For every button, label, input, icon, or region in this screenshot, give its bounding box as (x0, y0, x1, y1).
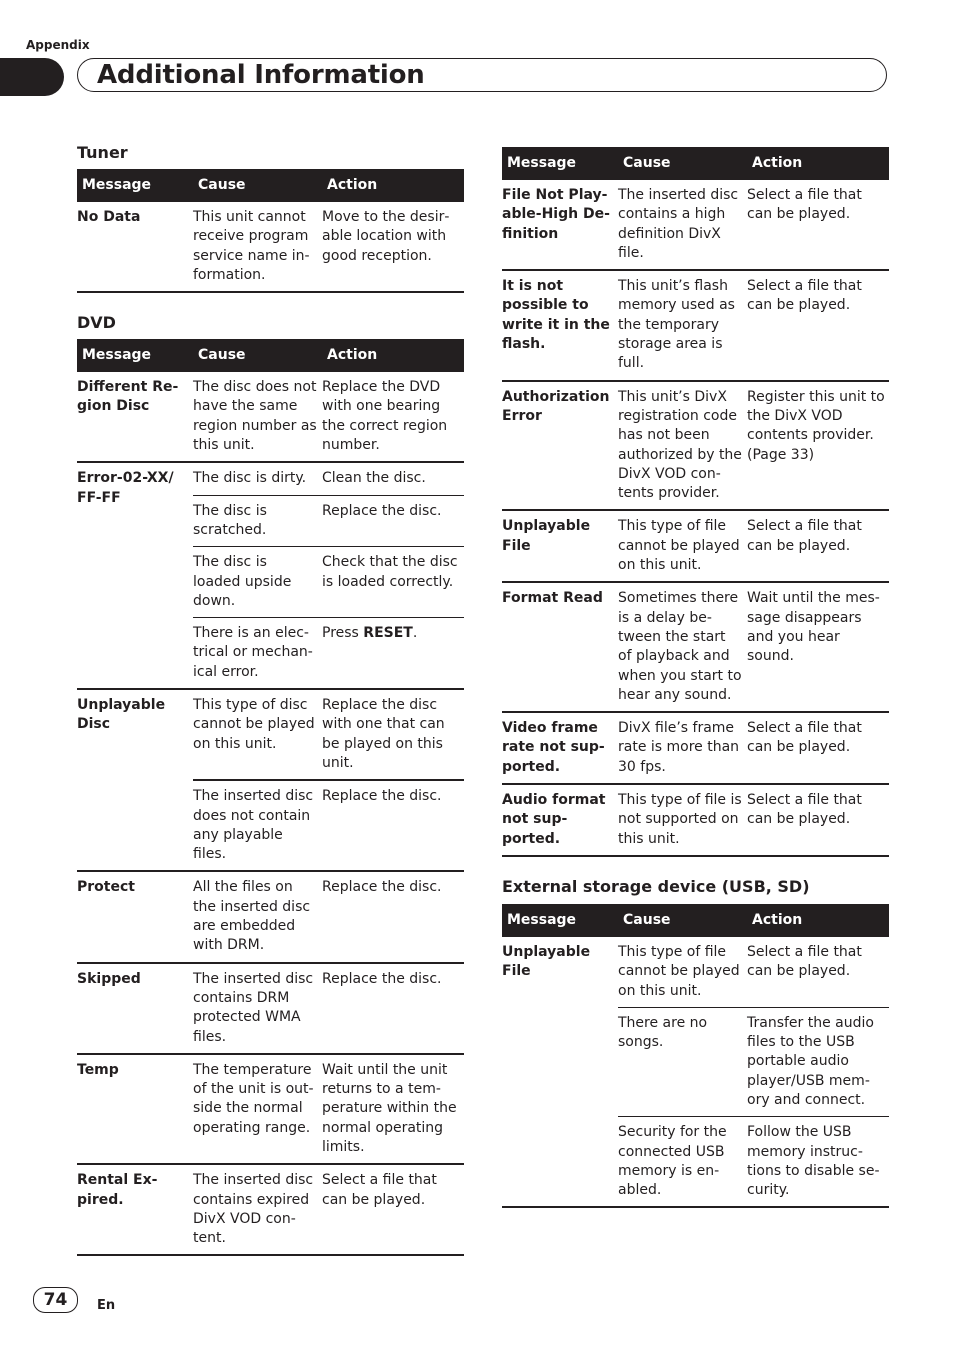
page-number: 74 (33, 1287, 78, 1313)
dvd-table (77, 339, 464, 1256)
action-cell: Select a file that can be played. (747, 712, 889, 784)
action-cell: Replace the disc. (322, 780, 464, 871)
table-row (77, 1054, 464, 1164)
table-row (77, 202, 464, 292)
column-header-message: Message (77, 339, 193, 372)
divx-table (502, 147, 889, 857)
message-cell: Different Region Disc (77, 372, 193, 462)
column-header-action: Action (747, 904, 889, 937)
message-cell: Temp (77, 1054, 193, 1164)
column-header-cause: Cause (618, 904, 747, 937)
cause-cell: This type of file cannot be played on this unit. (618, 510, 747, 582)
message-cell: Video frame rate not supported. (502, 712, 618, 784)
page-title: Additional Information (97, 60, 425, 90)
action-cell: Move to the desirable location with good reception. (322, 202, 464, 292)
column-header-cause: Cause (193, 339, 322, 372)
table-row (77, 871, 464, 962)
tuner-table (77, 169, 464, 293)
message-cell: Unplayable File (502, 510, 618, 582)
table-row (77, 963, 464, 1054)
cause-cell: The disc does not have the same region number as this unit. (193, 372, 322, 462)
action-cell: Wait until the unit returns to a temperature within the normal operating limits. (322, 1054, 464, 1164)
cause-cell: This unit cannot receive program service name information. (193, 202, 322, 292)
table-row (502, 270, 889, 380)
cause-cell: The inserted disc contains a high definition DivX file. (618, 180, 747, 270)
message-cell: It is not possible to write it in the flash. (502, 270, 618, 380)
message-cell: Error-02-XX/ FF-FF (77, 462, 193, 689)
table-header-row (502, 904, 889, 937)
message-cell: Skipped (77, 963, 193, 1054)
cause-cell: Sometimes there is a delay between the start of playback and when you start to hear any sound. (618, 582, 747, 712)
left-column (77, 143, 464, 1256)
cause-cell: The inserted disc contains expired DivX VOD content. (193, 1164, 322, 1255)
action-cell: Select a file that can be played. (747, 937, 889, 1007)
table-row (77, 689, 464, 780)
column-header-action: Action (747, 147, 889, 180)
table-header-row (77, 339, 464, 372)
message-cell: Audio format not supported. (502, 784, 618, 856)
action-cell: Clean the disc. (322, 462, 464, 495)
cause-cell: There is an electrical or mechanical error. (193, 618, 322, 689)
message-cell: Unplayable File (502, 937, 618, 1208)
action-cell: Replace the disc. (322, 963, 464, 1054)
column-header-message: Message (502, 147, 618, 180)
action-cell: Replace the DVD with one bearing the correct region number. (322, 372, 464, 462)
action-text: Press (322, 625, 364, 642)
action-cell: Transfer the audio files to the USB portable audio player/USB memory and connect. (747, 1007, 889, 1116)
action-cell: Select a file that can be played. (747, 180, 889, 270)
table-row (77, 462, 464, 495)
action-cell: Follow the USB memory instructions to disable security. (747, 1117, 889, 1208)
cause-cell: The disc is scratched. (193, 495, 322, 547)
action-cell: Select a file that can be played. (322, 1164, 464, 1255)
action-cell: Select a file that can be played. (747, 510, 889, 582)
cause-cell: The inserted disc does not contain any playable files. (193, 780, 322, 871)
column-header-action: Action (322, 339, 464, 372)
column-header-cause: Cause (618, 147, 747, 180)
cause-cell: This type of file cannot be played on this unit. (618, 937, 747, 1007)
message-cell: Format Read (502, 582, 618, 712)
cause-cell: DivX file’s frame rate is more than 30 fps. (618, 712, 747, 784)
cause-cell: The inserted disc contains DRM protected WMA files. (193, 963, 322, 1054)
table-row (502, 180, 889, 270)
table-row (502, 582, 889, 712)
action-cell: Select a file that can be played. (747, 784, 889, 856)
action-cell: Replace the disc with one that can be played on this unit. (322, 689, 464, 780)
action-cell: Register this unit to the DivX VOD contents provider. (Page 33) (747, 381, 889, 511)
message-cell: Protect (77, 871, 193, 962)
column-header-message: Message (77, 169, 193, 202)
action-text: . (412, 625, 418, 642)
section-tab-marker (0, 58, 64, 96)
message-cell: Authorization Error (502, 381, 618, 511)
message-cell: File Not Playable-High Definition (502, 180, 618, 270)
table-row (502, 510, 889, 582)
reset-button-name: RESET (363, 625, 413, 642)
cause-cell: This unit’s flash memory used as the temporary storage area is full. (618, 270, 747, 380)
action-cell: Replace the disc. (322, 871, 464, 962)
table-row (502, 381, 889, 511)
cause-cell: This type of disc cannot be played on this unit. (193, 689, 322, 780)
message-cell: Rental Expired. (77, 1164, 193, 1255)
cause-cell: All the files on the inserted disc are embedded with DRM. (193, 871, 322, 962)
cause-cell: The temperature of the unit is outside the normal operating range. (193, 1054, 322, 1164)
table-row (502, 712, 889, 784)
table-row (502, 937, 889, 1007)
message-cell: No Data (77, 202, 193, 292)
right-column (502, 147, 889, 1208)
cause-cell: This unit’s DivX registration code has not been authorized by the DivX VOD contents provider. (618, 381, 747, 511)
cause-cell: This type of file is not supported on this unit. (618, 784, 747, 856)
cause-cell: Security for the connected USB memory is enabled. (618, 1117, 747, 1208)
tuner-heading: Tuner (77, 143, 128, 162)
table-row (77, 372, 464, 462)
cause-cell: There are no songs. (618, 1007, 747, 1116)
column-header-message: Message (502, 904, 618, 937)
language-label: En (97, 1298, 116, 1313)
column-header-cause: Cause (193, 169, 322, 202)
message-cell: Unplayable Disc (77, 689, 193, 871)
action-cell: Wait until the message disappears and you hear sound. (747, 582, 889, 712)
appendix-label: Appendix (26, 38, 90, 52)
cause-cell: The disc is dirty. (193, 462, 322, 495)
cause-cell: The disc is loaded upside down. (193, 547, 322, 618)
table-row (77, 1164, 464, 1255)
action-cell: Check that the disc is loaded correctly. (322, 547, 464, 618)
dvd-heading: DVD (77, 313, 116, 333)
table-header-row (502, 147, 889, 180)
action-cell (322, 618, 464, 689)
external-storage-heading: External storage device (USB, SD) (502, 876, 810, 896)
page-title-frame (77, 58, 887, 92)
table-header-row (77, 169, 464, 202)
external-storage-table (502, 904, 889, 1209)
column-header-action: Action (322, 169, 464, 202)
action-cell: Replace the disc. (322, 495, 464, 547)
action-cell: Select a file that can be played. (747, 270, 889, 380)
table-row (502, 784, 889, 856)
